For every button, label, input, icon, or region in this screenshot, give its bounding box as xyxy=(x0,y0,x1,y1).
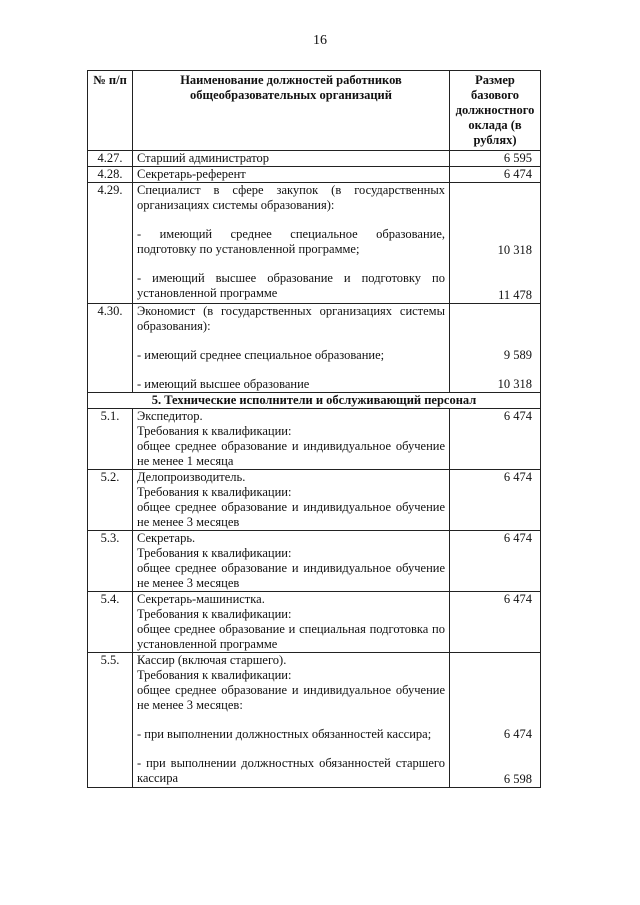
row-num: 4.28. xyxy=(88,167,133,183)
row-name xyxy=(133,470,450,531)
row-title: Экономист (в государственных организациях системы образования): xyxy=(137,304,445,333)
row-text: общее среднее образование и индивидуальное обучение не менее 3 месяцев: xyxy=(137,683,445,712)
row-salary-1: 6 474 xyxy=(503,727,532,741)
table-row xyxy=(88,151,541,167)
row-title: Кассир (включая старшего). xyxy=(137,653,287,667)
row-salary-2: 11 478 xyxy=(498,288,532,302)
row-req: Требования к квалификации: xyxy=(137,546,292,560)
row-title: Специалист в сфере закупок (в государственных организациях системы образования): xyxy=(137,183,445,212)
row-salary xyxy=(450,304,541,393)
table-row xyxy=(88,592,541,653)
table-row xyxy=(88,531,541,592)
header-salary: Размер базового должностного оклада (в рублях) xyxy=(450,71,541,151)
section-title: 5. Технические исполнители и обслуживающий персонал xyxy=(88,393,541,409)
row-salary xyxy=(450,653,541,788)
row-salary: 6 595 xyxy=(450,151,541,167)
row-text: общее среднее образование и специальная подготовка по установленной программе xyxy=(137,622,445,651)
row-sub: - при выполнении должностных обязанностей кассира; xyxy=(137,727,432,741)
row-name xyxy=(133,653,450,788)
table-row xyxy=(88,653,541,788)
row-salary: 6 474 xyxy=(450,592,541,653)
row-num: 4.30. xyxy=(88,304,133,393)
row-num: 4.29. xyxy=(88,183,133,304)
row-name xyxy=(133,531,450,592)
section-row xyxy=(88,393,541,409)
table-row xyxy=(88,409,541,470)
row-sub: - имеющий высшее образование и подготовку по установленной программе xyxy=(137,271,445,300)
row-name: Старший администратор xyxy=(133,151,450,167)
row-num: 5.1. xyxy=(88,409,133,470)
row-salary: 6 474 xyxy=(450,531,541,592)
row-salary xyxy=(450,183,541,304)
row-title: Делопроизводитель. xyxy=(137,470,246,484)
header-name: Наименование должностей работников общеобразовательных организаций xyxy=(133,71,450,151)
row-salary-1: 10 318 xyxy=(497,243,532,257)
row-name xyxy=(133,183,450,304)
row-num: 5.5. xyxy=(88,653,133,788)
table-row xyxy=(88,183,541,304)
row-req: Требования к квалификации: xyxy=(137,424,292,438)
row-name: Секретарь-референт xyxy=(133,167,450,183)
header-num: № п/п xyxy=(88,71,133,151)
table-row xyxy=(88,167,541,183)
row-num: 4.27. xyxy=(88,151,133,167)
row-salary-1: 9 589 xyxy=(503,348,532,362)
row-salary-2: 10 318 xyxy=(497,377,532,391)
row-sub: - имеющий среднее специальное образование; xyxy=(137,348,385,362)
row-salary: 6 474 xyxy=(450,470,541,531)
row-name xyxy=(133,592,450,653)
row-num: 5.2. xyxy=(88,470,133,531)
table-row xyxy=(88,304,541,393)
row-num: 5.3. xyxy=(88,531,133,592)
row-text: общее среднее образование и индивидуальное обучение не менее 3 месяцев xyxy=(137,561,445,590)
row-sub: - имеющий высшее образование xyxy=(137,377,310,391)
row-title: Экспедитор. xyxy=(137,409,203,423)
table-header xyxy=(88,71,541,151)
row-req: Требования к квалификации: xyxy=(137,607,292,621)
row-name xyxy=(133,409,450,470)
row-sub: - при выполнении должностных обязанностей старшего кассира xyxy=(137,756,445,785)
row-salary: 6 474 xyxy=(450,409,541,470)
row-text: общее среднее образование и индивидуальное обучение не менее 3 месяцев xyxy=(137,500,445,529)
page-number: 16 xyxy=(313,33,327,48)
row-sub: - имеющий среднее специальное образование, подготовку по установленной программе; xyxy=(137,227,445,256)
row-num: 5.4. xyxy=(88,592,133,653)
row-salary: 6 474 xyxy=(450,167,541,183)
table-row xyxy=(88,470,541,531)
row-req: Требования к квалификации: xyxy=(137,485,292,499)
row-salary-2: 6 598 xyxy=(503,772,532,786)
salary-table xyxy=(87,70,541,788)
row-text: общее среднее образование и индивидуальное обучение не менее 1 месяца xyxy=(137,439,445,468)
row-req: Требования к квалификации: xyxy=(137,668,292,682)
row-name xyxy=(133,304,450,393)
row-title: Секретарь. xyxy=(137,531,196,545)
row-title: Секретарь-машинистка. xyxy=(137,592,265,606)
